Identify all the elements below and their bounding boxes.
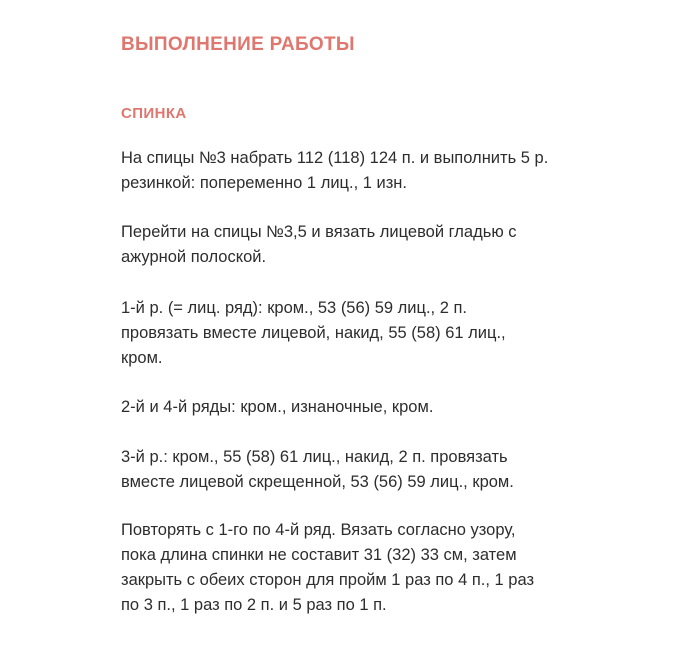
text-line: 2-й и 4-й ряды: кром., изнаночные, кром. — [121, 398, 434, 416]
text-line: 3-й р.: кром., 55 (58) 61 лиц., накид, 2 п. провязать — [121, 448, 508, 466]
text-line: 1-й р. (= лиц. ряд): кром., 53 (56) 59 лиц., 2 п. — [121, 299, 468, 317]
paragraph-needles-change — [121, 220, 517, 270]
text-line: Повторять с 1-го по 4-й ряд. Вязать согласно узору, — [121, 521, 516, 539]
text-line: закрыть с обеих сторон для пройм 1 раз по 4 п., 1 раз — [121, 571, 535, 589]
text-line: вместе лицевой скрещенной, 53 (56) 59 лиц., кром. — [121, 473, 514, 491]
text-line: кром. — [121, 349, 163, 367]
paragraph-rows-2-4 — [121, 395, 433, 420]
document-title: ВЫПОЛНЕНИЕ РАБОТЫ — [121, 34, 355, 55]
text-line: пока длина спинки не составит 31 (32) 33 см, затем — [121, 546, 517, 564]
section-heading: СПИНКА — [121, 105, 187, 122]
text-line: по 3 п., 1 раз по 2 п. и 5 раз по 1 п. — [121, 596, 387, 614]
paragraph-cast-on — [121, 146, 548, 196]
paragraph-row-3 — [121, 445, 514, 495]
text-line: Перейти на спицы №3,5 и вязать лицевой гладью с — [121, 223, 517, 241]
text-line: резинкой: попеременно 1 лиц., 1 изн. — [121, 174, 407, 192]
text-line: ажурной полоской. — [121, 248, 267, 266]
text-line: провязать вместе лицевой, накид, 55 (58) 61 лиц., — [121, 324, 506, 342]
paragraph-row-1 — [121, 296, 506, 371]
text-line: На спицы №3 набрать 112 (118) 124 п. и выполнить 5 р. — [121, 149, 549, 167]
paragraph-repeat-armholes — [121, 518, 534, 618]
